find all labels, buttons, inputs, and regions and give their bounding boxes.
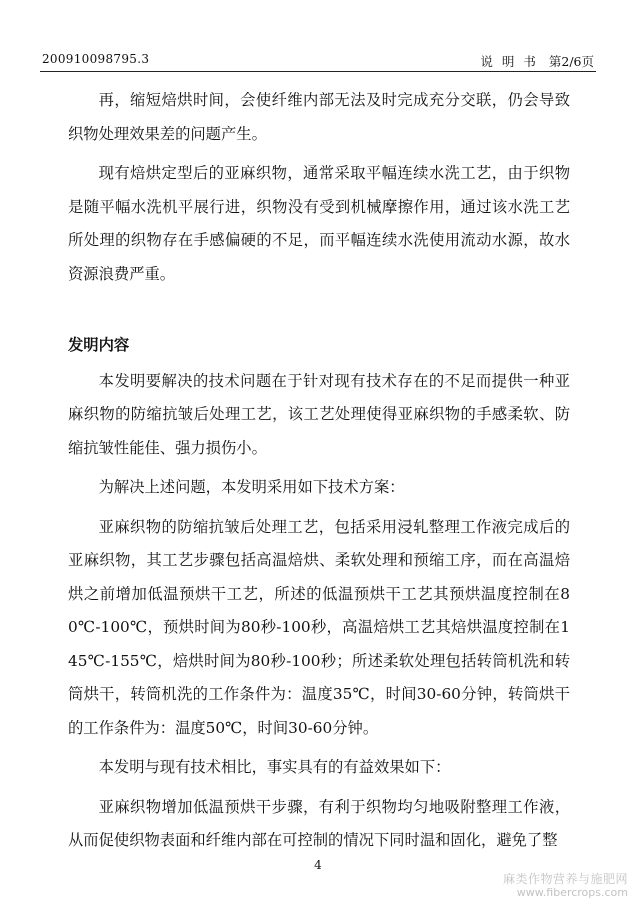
body-paragraph: 再，缩短焙烘时间，会使纤维内部无法及时完成充分交联，仍会导致织物处理效果差的问题产生。 <box>68 91 570 143</box>
page-header-right <box>480 52 594 70</box>
page-label: 第2/6页 <box>548 54 594 69</box>
document-body <box>68 84 570 864</box>
section-paragraph: 为解决上述问题，本发明采用如下技术方案： <box>98 478 405 496</box>
header-divider <box>40 71 596 72</box>
document-type-label: 说明书 <box>480 54 545 69</box>
page-number: 4 <box>314 858 322 872</box>
watermark-url: www.fibercrops.com <box>516 886 628 899</box>
watermark <box>503 873 628 899</box>
body-paragraph: 现有焙烘定型后的亚麻织物，通常采取平幅连续水洗工艺，由于织物是随平幅水洗机平展行进，织物没有受到机械摩擦作用，通过该水洗工艺所处理的织物存在手感偏硬的不足，而平幅连续水洗使用流动水源，故水资源浪费严重。 <box>68 164 570 283</box>
section-paragraph: 本发明要解决的技术问题在于针对现有技术存在的不足而提供一种亚麻织物的防缩抗皱后处理工艺，该工艺处理使得亚麻织物的手感柔软、防缩抗皱性能佳、强力损伤小。 <box>68 371 570 457</box>
section-paragraph: 亚麻织物的防缩抗皱后处理工艺，包括采用浸轧整理工作液完成后的亚麻织物，其工艺步骤包括高温焙烘、柔软处理和预缩工序，而在高温焙烘之前增加低温预烘干工艺，所述的低温预烘干工艺其预烘温度控制在80℃-100℃，预烘时间为80秒-100秒，高温焙烘工艺其焙烘温度控制在145℃-155℃，焙烘时间为80秒-100秒；所述柔软处理包括转筒机洗和转筒烘干，转筒机洗的工作条件为：温度35℃，时间30-60分钟，转筒烘干的工作条件为：温度50℃，时间30-60分钟。 <box>68 517 570 737</box>
application-number: 200910098795.3 <box>42 52 150 66</box>
section-paragraph: 本发明与现有技术相比，事实具有的有益效果如下： <box>98 758 451 776</box>
section-heading: 发明内容 <box>68 336 130 354</box>
watermark-chinese: 麻类作物营养与施肥网 <box>502 872 628 886</box>
section-paragraph: 亚麻织物增加低温预烘干步骤，有利于织物均匀地吸附整理工作液，从而促使织物表面和纤维内部在可控制的情况下同时温和固化，避免了整 <box>68 797 570 849</box>
